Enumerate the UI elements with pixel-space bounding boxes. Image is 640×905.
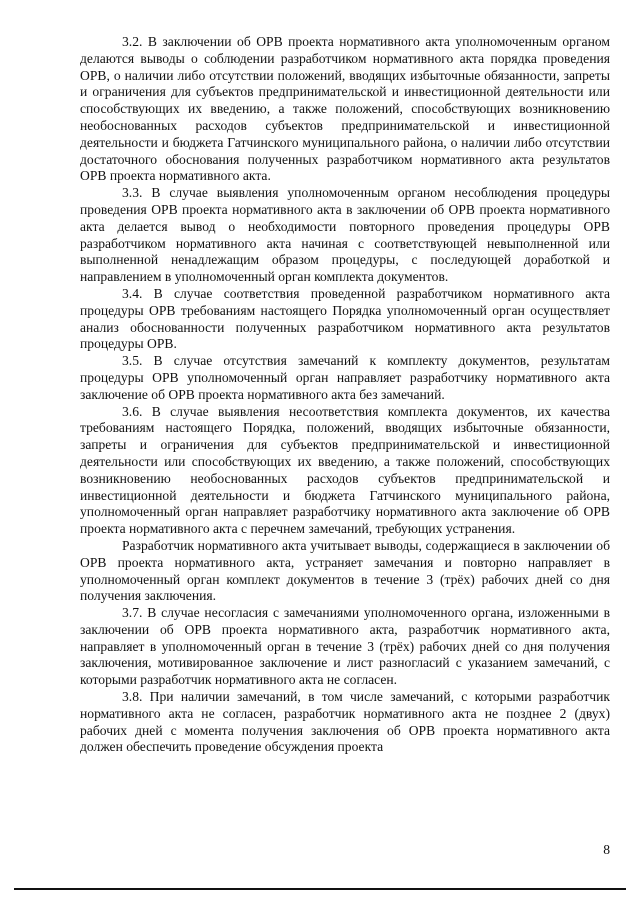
paragraph-3-2: 3.2. В заключении об ОРВ проекта нормативного акта уполномоченным органом делаются выводы о соблюдении разработчиком нормативного акта порядка проведения ОРВ, о наличии либо отсутствии положений, вводящих избыточные обязанности, запреты и ограничения для субъектов предпринимательской и инвестиционной деятельности или способствующих их введению, а также положений, способствующих возникновению необоснованных расходов субъектов предпринимательской и инвестиционной деятельности и бюджета Гатчинского муниципального района, о наличии либо отсутствии достаточного обоснования полученных разработчиком нормативного акта результатов ОРВ проекта нормативного акта. — [80, 34, 610, 184]
paragraph-3-4: 3.4. В случае соответствия проведенной разработчиком нормативного акта процедуры ОРВ требованиям настоящего Порядка уполномоченный орган осуществляет анализ обоснованности полученных разработчиком нормативного акта результатов процедуры ОРВ. — [80, 285, 610, 352]
page-number: 8 — [603, 842, 610, 857]
paragraph-3-7: 3.7. В случае несогласия с замечаниями уполномоченного органа, изложенными в заключении об ОРВ проекта нормативного акта, разработчик нормативного акта, направляет в уполномоченный орган в течение 3 (трёх) рабочих дней со дня получения заключения, мотивированное заключение и лист разногласий с указанием замечаний, с которыми разработчик нормативного акта не согласен. — [80, 605, 610, 688]
paragraph-3-5: 3.5. В случае отсутствия замечаний к комплекту документов, результатам процедуры ОРВ уполномоченный орган направляет разработчику нормативного акта заключение об ОРВ проекта нормативного акта без замечаний. — [80, 353, 610, 402]
paragraph-3-8: 3.8. При наличии замечаний, в том числе замечаний, с которыми разработчик нормативного акта не согласен, разработчик нормативного акта не позднее 2 (двух) рабочих дней с момента получения заключения об ОРВ проекта нормативного акта должен обеспечить проведение обсуждения проекта — [80, 689, 610, 755]
bottom-rule — [14, 888, 626, 890]
paragraph-3-6-continued: Разработчик нормативного акта учитывает выводы, содержащиеся в заключении об ОРВ проекта нормативного акта, устраняет замечания и повторно направляет в уполномоченный орган комплект документов в течение 3 (трёх) рабочих дней со дня получения заключения. — [80, 537, 610, 604]
document-body — [80, 34, 610, 756]
paragraph-3-3: 3.3. В случае выявления уполномоченным органом несоблюдения процедуры проведения ОРВ проекта нормативного акта в заключении об ОРВ проекта нормативного акта делается вывод о необходимости повторного проведения процедуры ОРВ разработчиком нормативного акта начиная с соответствующей невыполненной или выполненной ненадлежащим образом процедуры, с последующей доработкой и направлением в уполномоченный орган комплекта документов. — [80, 185, 610, 285]
paragraph-3-6: 3.6. В случае выявления несоответствия комплекта документов, их качества требованиям настоящего Порядка, положений, вводящих избыточные обязанности, запреты и ограничения для субъектов предпринимательской и инвестиционной деятельности или способствующих их введению, а также положений, способствующих возникновению необоснованных расходов субъектов предпринимательской и инвестиционной деятельности и бюджета Гатчинского муниципального района, уполномоченный орган направляет разработчику нормативного акта заключение об ОРВ проекта нормативного акта с перечнем замечаний, требующих устранения. — [80, 403, 610, 537]
